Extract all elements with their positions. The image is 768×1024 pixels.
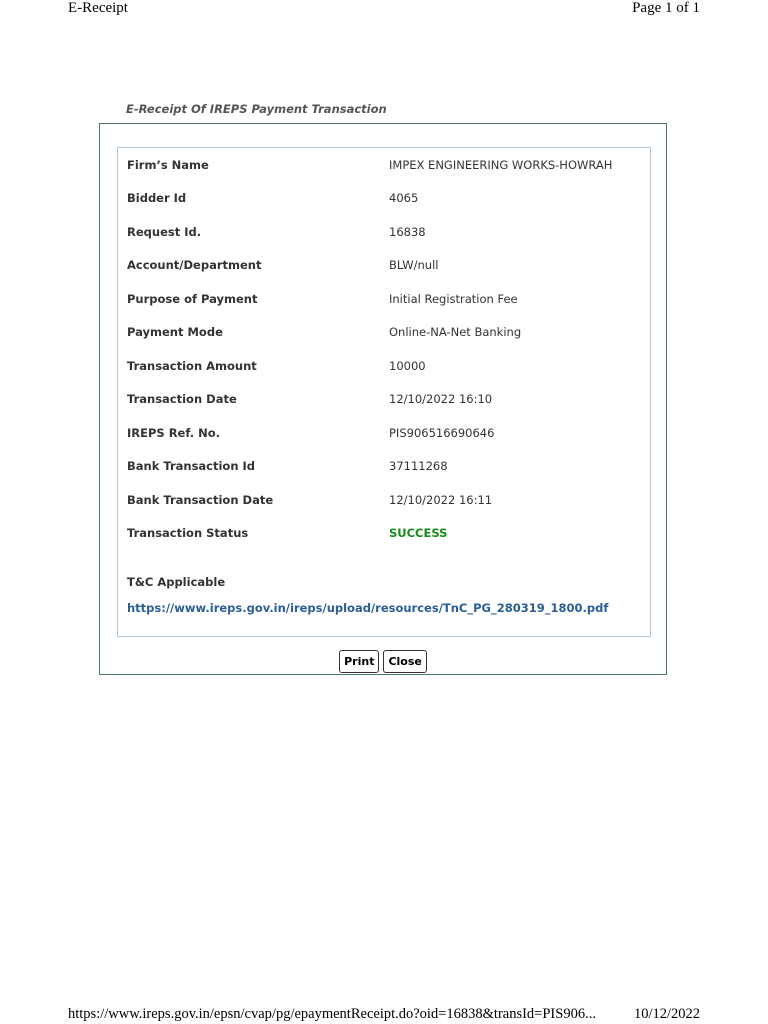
field-label: Transaction Amount: [127, 359, 257, 373]
field-value: 4065: [389, 191, 419, 205]
action-button-bar: [100, 650, 666, 673]
print-footer-url: https://www.ireps.gov.in/epsn/cvap/pg/epaymentReceipt.do?oid=16838&transId=PIS906...: [68, 1006, 596, 1022]
field-row-request-id: [127, 222, 647, 242]
field-row-account-department: [127, 255, 647, 275]
field-label: Payment Mode: [127, 325, 223, 339]
field-row-payment-mode: [127, 322, 647, 342]
print-button[interactable]: Print: [339, 650, 379, 673]
field-label: Transaction Status: [127, 526, 249, 540]
receipt-panel: [99, 123, 667, 675]
print-header-title: E-Receipt: [68, 0, 128, 16]
field-value: 16838: [389, 225, 426, 239]
field-value: Initial Registration Fee: [389, 292, 518, 306]
field-label: Transaction Date: [127, 392, 237, 406]
close-button[interactable]: Close: [383, 650, 426, 673]
field-label: Account/Department: [127, 258, 262, 272]
field-label: Bank Transaction Date: [127, 493, 274, 507]
field-row-transaction-status: [127, 523, 647, 543]
field-label: IREPS Ref. No.: [127, 426, 220, 440]
field-value: IMPEX ENGINEERING WORKS-HOWRAH: [389, 158, 613, 172]
field-label: Bidder Id: [127, 191, 187, 205]
field-row-transaction-date: [127, 389, 647, 409]
field-row-ireps-ref-no: [127, 423, 647, 443]
field-row-bidder-id: [127, 188, 647, 208]
field-label: Purpose of Payment: [127, 292, 258, 306]
receipt-heading: E-Receipt Of IREPS Payment Transaction: [126, 102, 387, 116]
field-label: Request Id.: [127, 225, 202, 239]
print-header-page-number: Page 1 of 1: [632, 0, 700, 16]
receipt-details-box: [117, 147, 651, 637]
field-value: 12/10/2022 16:11: [389, 493, 493, 507]
field-label: Bank Transaction Id: [127, 459, 256, 473]
field-value: PIS906516690646: [389, 426, 495, 440]
field-row-transaction-amount: [127, 356, 647, 376]
tc-document-link[interactable]: https://www.ireps.gov.in/ireps/upload/resources/TnC_PG_280319_1800.pdf: [127, 601, 609, 615]
field-value: 37111268: [389, 459, 448, 473]
tc-applicable-label: T&C Applicable: [127, 575, 226, 589]
field-row-bank-transaction-date: [127, 490, 647, 510]
field-row-purpose-of-payment: [127, 289, 647, 309]
field-row-firm-name: [127, 155, 647, 175]
print-footer-date: 10/12/2022: [633, 1006, 700, 1022]
field-row-bank-transaction-id: [127, 456, 647, 476]
transaction-status-badge: SUCCESS: [389, 526, 448, 540]
field-value: BLW/null: [389, 258, 439, 272]
field-label: Firm’s Name: [127, 158, 209, 172]
field-value: 10000: [389, 359, 426, 373]
field-value: 12/10/2022 16:10: [389, 392, 493, 406]
field-value: Online-NA-Net Banking: [389, 325, 522, 339]
